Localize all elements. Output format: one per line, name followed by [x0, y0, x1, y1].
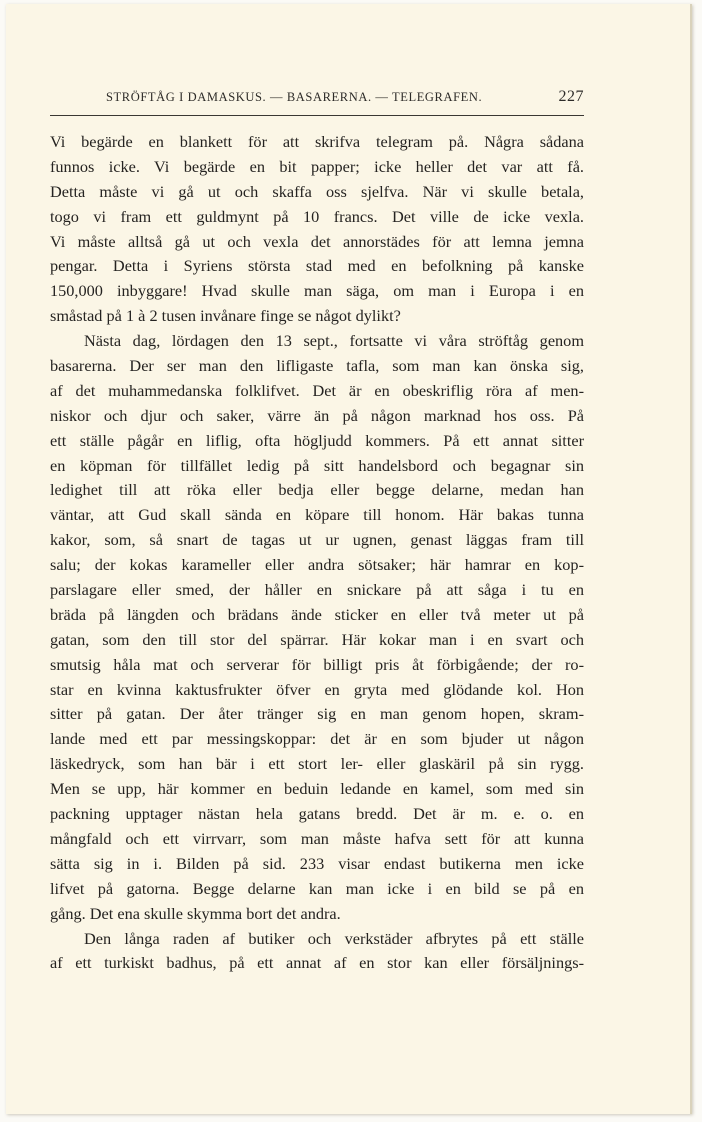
text-line: Nästa dag, lördagen den 13 sept., fortsatte vi våra ströftåg genom [84, 331, 584, 351]
text-line: salu; der kokas karameller eller andra sötsaker; här hamrar en kop- [50, 555, 584, 575]
text-line: lande med ett par messingskoppar: det är en som bjuder ut någon [50, 729, 584, 749]
text-line: ledighet till att röka eller bedja eller begge delarne, medan han [50, 480, 584, 500]
text-line: af ett turkiskt badhus, på ett annat af en stor kan eller försäljnings- [50, 953, 584, 973]
text-line: väntar, att Gud skall sända en köpare till honom. Här bakas tunna [50, 505, 584, 525]
text-line: togo vi fram ett guldmynt på 10 francs. Det ville de icke vexla. [50, 206, 584, 226]
text-line: gång. Det ena skulle skymma bort det andra. [50, 903, 341, 923]
text-line: af det muhammedanska folklifvet. Det är en obeskriflig röra af men- [50, 380, 584, 400]
text-line: gatan, som den till stor del spärrar. Här kokar man i en svart och [50, 629, 584, 649]
text-line: basarerna. Der ser man den lifligaste tafla, som man kan önska sig, [50, 356, 584, 376]
page-header [106, 90, 584, 112]
text-line: niskor och djur och saker, värre än på någon marknad hos oss. På [50, 405, 584, 425]
text-line: Men se upp, här kommer en beduin ledande en kamel, som med sin [50, 779, 584, 799]
text-line: lifvet på gatorna. Begge delarne kan man icke i en bild se på en [50, 878, 584, 898]
text-line: parslagare eller smed, der håller en snickare på att såga i tu en [50, 580, 584, 600]
text-line: smutsig håla mat och serverar för billigt pris åt förbigående; der ro- [50, 654, 584, 674]
text-line: packning upptager nästan hela gatans bredd. Det är m. e. o. en [50, 804, 584, 824]
text-line: pengar. Detta i Syriens största stad med en befolkning på kanske [50, 256, 584, 276]
body-text [50, 130, 584, 976]
header-rule [50, 115, 584, 116]
text-line: ett ställe pågår en liflig, ofta högljudd kommers. På ett annat sitter [50, 430, 584, 450]
text-line: funnos icke. Vi begärde en bit papper; icke heller det var att få. [50, 156, 584, 176]
text-line: sitter på gatan. Der åter tränger sig en man genom hopen, skram- [50, 704, 584, 724]
text-line: mångfald och ett virrvarr, som man måste hafva sett för att kunna [50, 828, 584, 848]
text-line: sätta sig in i. Bilden på sid. 233 visar endast butikerna men icke [50, 853, 584, 873]
text-line: Den långa raden af butiker och verkstäder afbrytes på ett ställe [84, 928, 584, 948]
text-line: kakor, som, så snart de tagas ut ur ugnen, genast läggas fram till [50, 530, 584, 550]
text-line: småstad på 1 à 2 tusen invånare finge se något dylikt? [50, 306, 401, 326]
text-line: läskedryck, som han bär i ett stort ler- eller glaskäril på sin rygg. [50, 754, 584, 774]
text-line: Vi måste alltså gå ut och vexla det annorstädes för att lemna jemna [50, 231, 584, 251]
running-title: STRÖFTÅG I DAMASKUS. — BASARERNA. — TELEGRAFEN. [106, 90, 483, 104]
text-line: bräda på längden och brädans ände sticker en eller två meter ut på [50, 604, 584, 624]
text-line: Detta måste vi gå ut och skaffa oss sjelfva. När vi skulle betala, [50, 181, 584, 201]
text-line: en köpman för tillfället ledig på sitt handelsbord och begagnar sin [50, 455, 584, 475]
text-line: star en kvinna kaktusfrukter öfver en gryta med glödande kol. Hon [50, 679, 584, 699]
page-number: 227 [558, 88, 584, 105]
text-line: 150,000 inbyggare! Hvad skulle man säga, om man i Europa i en [50, 281, 584, 301]
text-line: Vi begärde en blankett för att skrifva telegram på. Några sådana [50, 132, 584, 151]
